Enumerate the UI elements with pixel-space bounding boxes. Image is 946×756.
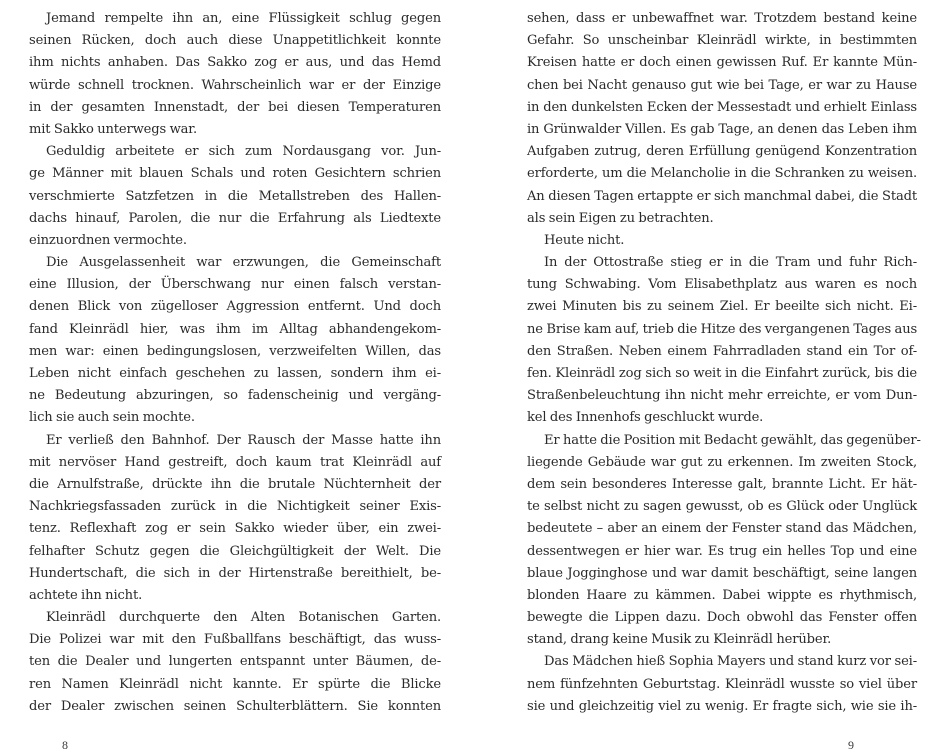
text-line: blonden Haare zu kämmen. Dabei wippte es rhythmisch, xyxy=(527,587,917,603)
text-line: dachs hinauf, Parolen, die nur die Erfahrung als Liedtexte xyxy=(29,210,441,226)
text-line: ihm nichts anhaben. Das Sakko zog er aus, und das Hemd xyxy=(29,55,441,71)
text-line: tenz. Reflexhaft zog er sein Sakko wieder über, ein zwei- xyxy=(29,521,441,537)
text-line: Er verließ den Bahnhof. Der Rausch der Masse hatte ihn xyxy=(46,432,441,448)
text-line: Kleinrädl durchquerte den Alten Botanischen Garten. xyxy=(46,610,441,626)
text-line: stand, drang keine Musik zu Kleinrädl herüber. xyxy=(527,632,832,648)
right-page xyxy=(527,8,921,718)
text-line: mit nervöser Hand gestreift, doch kaum trat Kleinrädl auf xyxy=(29,454,441,470)
text-line: ten die Dealer und lungerten entspannt unter Bäumen, de- xyxy=(29,654,441,670)
text-line: seinen Rücken, doch auch diese Unappetitlichkeit konnte xyxy=(29,33,441,49)
text-line: achtete ihn nicht. xyxy=(29,587,143,603)
text-line: fand Kleinrädl hier, was ihm im Alltag abhandengekom- xyxy=(29,321,441,337)
text-line: Straßenbeleuchtung ihn nicht mehr erreichte, er vom Dun- xyxy=(527,388,917,404)
text-line: Er hatte die Position mit Bedacht gewählt, das gegenüber- xyxy=(544,432,921,448)
text-line: kel des Innenhofs geschluckt wurde. xyxy=(527,410,764,426)
text-line: Kreisen hatte er doch einen gewissen Ruf. Er kannte Mün- xyxy=(527,55,917,71)
text-line: als sein Eigen zu betrachten. xyxy=(527,210,714,226)
text-line: bedeutete – aber an einem der Fenster stand das Mädchen, xyxy=(527,521,917,537)
left-page xyxy=(29,8,441,718)
text-line: men war: einen bedingungslosen, verzweifelten Willen, das xyxy=(29,343,441,359)
text-line: Nachkriegsfassaden zurück in die Nichtigkeit seiner Exis- xyxy=(29,499,441,515)
text-line: Aufgaben zutrug, deren Erfüllung genügend Konzentration xyxy=(527,144,917,160)
text-line: felhafter Schutz gegen die Gleichgültigkeit der Welt. Die xyxy=(29,543,441,559)
text-line: In der Ottostraße stieg er in die Tram und fuhr Rich- xyxy=(544,255,917,271)
text-line: erforderte, um die Melancholie in die Schranken zu weisen. xyxy=(527,166,917,182)
text-line: würde schnell trocknen. Wahrscheinlich war er der Einzige xyxy=(29,77,441,93)
text-line: fen. Kleinrädl zog sich so weit in die Einfahrt zurück, bis die xyxy=(527,366,917,381)
text-line: in Grünwalder Villen. Es gab Tage, an denen das Leben ihm xyxy=(527,121,917,137)
text-line: verschmierte Satzfetzen in die Metallstreben des Hallen- xyxy=(29,188,441,204)
text-line: tung Schwabing. Vom Elisabethplatz aus waren es noch xyxy=(527,277,917,293)
text-line: ne Brise kam auf, trieb die Hitze des vergangenen Tages aus xyxy=(527,321,918,337)
text-line: in der gesamten Innenstadt, der bei diesen Temperaturen xyxy=(29,99,441,115)
text-line: lich sie auch sein mochte. xyxy=(29,410,195,426)
text-line: bewegte die Lippen dazu. Doch obwohl das Fenster offen xyxy=(527,610,917,626)
text-line: ge Männer mit blauen Schals und roten Gesichtern schrien xyxy=(29,166,441,182)
text-line: mit Sakko unterwegs war. xyxy=(29,121,197,137)
text-line: Jemand rempelte ihn an, eine Flüssigkeit schlug gegen xyxy=(46,11,441,26)
text-line: denen Blick von zügelloser Aggression entfernt. Und doch xyxy=(29,299,441,315)
text-line: Leben nicht einfach geschehen zu lassen, sondern ihm ei- xyxy=(29,366,441,381)
text-line: blaue Jogginghose und war damit beschäftigt, seine langen xyxy=(527,565,917,581)
text-line: den Straßen. Neben einem Fahrradladen stand ein Tor of- xyxy=(527,343,917,359)
text-line: Gefahr. So unscheinbar Kleinrädl wirkte, in bestimmten xyxy=(527,33,917,49)
text-line: An diesen Tagen ertappte er sich manchmal dabei, die Stadt xyxy=(527,188,917,204)
text-line: Die Ausgelassenheit war erzwungen, die Gemeinschaft xyxy=(46,255,441,271)
text-line: die Arnulfstraße, drückte ihn die brutale Nüchternheit der xyxy=(29,476,441,492)
text-line: sie und gleichzeitig viel zu wenig. Er fragte sich, wie sie ih- xyxy=(527,698,917,714)
right-page-number: 9 xyxy=(848,738,855,752)
text-line: eine Illusion, der Überschwang nur einen falsch verstan- xyxy=(29,277,441,293)
text-line: zwei Minuten bis zu seinem Ziel. Er beeilte sich nicht. Ei- xyxy=(527,299,917,315)
text-line: dem sein besonderes Interesse galt, brannte Licht. Er hät- xyxy=(527,476,917,492)
text-line: der Dealer zwischen seinen Schulterblättern. Sie konnten xyxy=(29,698,441,714)
text-line: nem fünfzehnten Geburtstag. Kleinrädl wusste so viel über xyxy=(527,676,917,692)
text-line: Heute nicht. xyxy=(544,232,625,248)
text-line: te selbst nicht zu sagen gewusst, ob es Glück oder Unglück xyxy=(527,499,917,515)
text-line: in den dunkelsten Ecken der Messestadt und erhielt Einlass xyxy=(527,99,917,115)
text-line: dessentwegen er hier war. Es trug ein helles Top und eine xyxy=(527,543,917,559)
text-line: Hundertschaft, die sich in der Hirtenstraße bereithielt, be- xyxy=(29,565,441,581)
text-line: liegende Gebäude war gut zu erkennen. Im zweiten Stock, xyxy=(527,454,917,470)
left-page-number: 8 xyxy=(62,738,69,752)
text-line: ren Namen Kleinrädl nicht kannte. Er spürte die Blicke xyxy=(29,676,441,692)
text-line: Das Mädchen hieß Sophia Mayers und stand kurz vor sei- xyxy=(544,654,917,670)
text-line: sehen, dass er unbewaffnet war. Trotzdem bestand keine xyxy=(527,11,917,26)
text-line: chen bei Nacht genauso gut wie bei Tage, er war zu Hause xyxy=(527,77,917,93)
text-line: Geduldig arbeitete er sich zum Nordausgang vor. Jun- xyxy=(46,144,441,160)
text-line: Die Polizei war mit den Fußballfans beschäftigt, das wuss- xyxy=(29,632,441,648)
text-line: ne Bedeutung abzuringen, so fadenscheinig und vergäng- xyxy=(29,388,441,404)
text-line: einzuordnen vermochte. xyxy=(29,232,187,248)
